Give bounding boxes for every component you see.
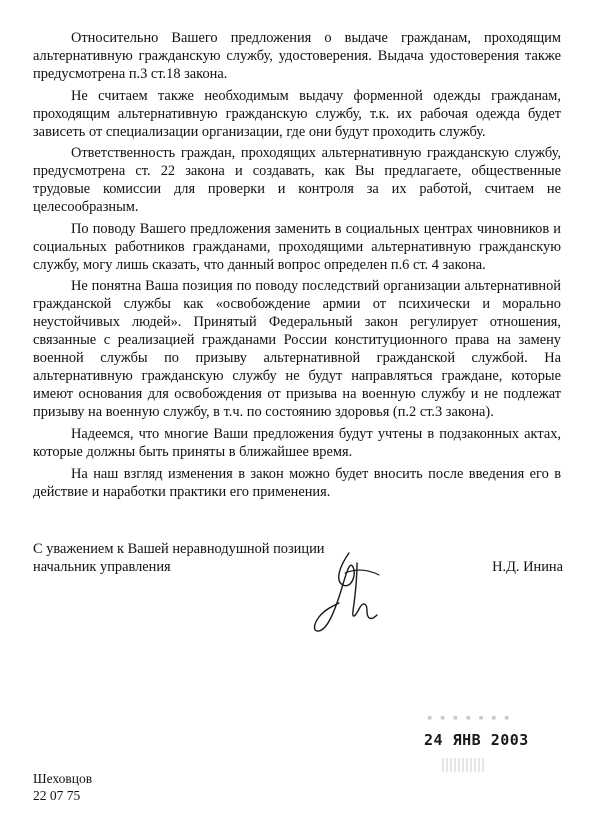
faint-stamp-marks-lower [442,758,486,772]
signer-name: Н.Д. Инина [492,559,563,575]
paragraph-3: Ответственность граждан, проходящих альтернативную гражданскую службу, предусмотрена ст. 22 закона и создавать, как Вы предлагаете, общественные трудовые комиссии для проверки и контроля за их работой, считаем не целесообразным. [33,145,561,216]
paragraph-5: Не понятна Ваша позиция по поводу последствий организации альтернативной гражданской службы как «освобождение армии от психически и морально неустойчивых людей». Принятый Федеральный закон регулирует отношения, связанные с реализацией гражданами России конституционного права на замену военной службы по призыву альтернативной гражданской службой. На альтернативную гражданскую службу не будут направляться граждане, которые имеют основания для освобождения от призыва на военную службу и не подлежат призыву на военную службу, в т.ч. по состоянию здоровья (п.2 ст.3 закона). [33,278,561,421]
paragraph-7: На наш взгляд изменения в закон можно будет вносить после введения его в действие и наработки практики его применения. [33,465,561,500]
executor-phone: 22 07 75 [33,788,81,803]
received-date-stamp: 24 ЯНВ 2003 [424,731,529,749]
paragraph-1: Относительно Вашего предложения о выдаче гражданам, проходящим альтернативную гражданскую службу, удостоверения. Выдача удостоверения также предусмотрена п.3 ст.18 закона. [33,30,561,82]
paragraph-6: Надеемся, что многие Ваши предложения будут учтены в подзаконных актах, которые должны быть приняты в ближайшее время. [33,425,561,460]
handwritten-signature [305,545,390,635]
executor-name: Шеховцов [33,771,93,786]
executor-block [33,770,92,804]
paragraph-4: По поводу Вашего предложения заменить в социальных центрах чиновников и социальных работников гражданами, проходящими альтернативную гражданскую службу, могу лишь сказать, что данный вопрос определен п.6 ст. 4 закона. [33,220,561,273]
letter-body [33,29,561,504]
closing-line-regards: С уважением к Вашей неравнодушной позиции [33,541,325,557]
faint-stamp-marks: ▪ ▪ ▪ ▪ ▪ ▪ ▪ [427,713,511,723]
paragraph-2: Не считаем также необходимым выдачу форменной одежды гражданам, проходящим альтернативную гражданскую службу, т.к. их рабочая одежда будет зависеть от специализации организации, где они будут проходить службу. [33,87,561,140]
closing-line-position: начальник управления [33,559,171,575]
closing-block [33,540,325,576]
